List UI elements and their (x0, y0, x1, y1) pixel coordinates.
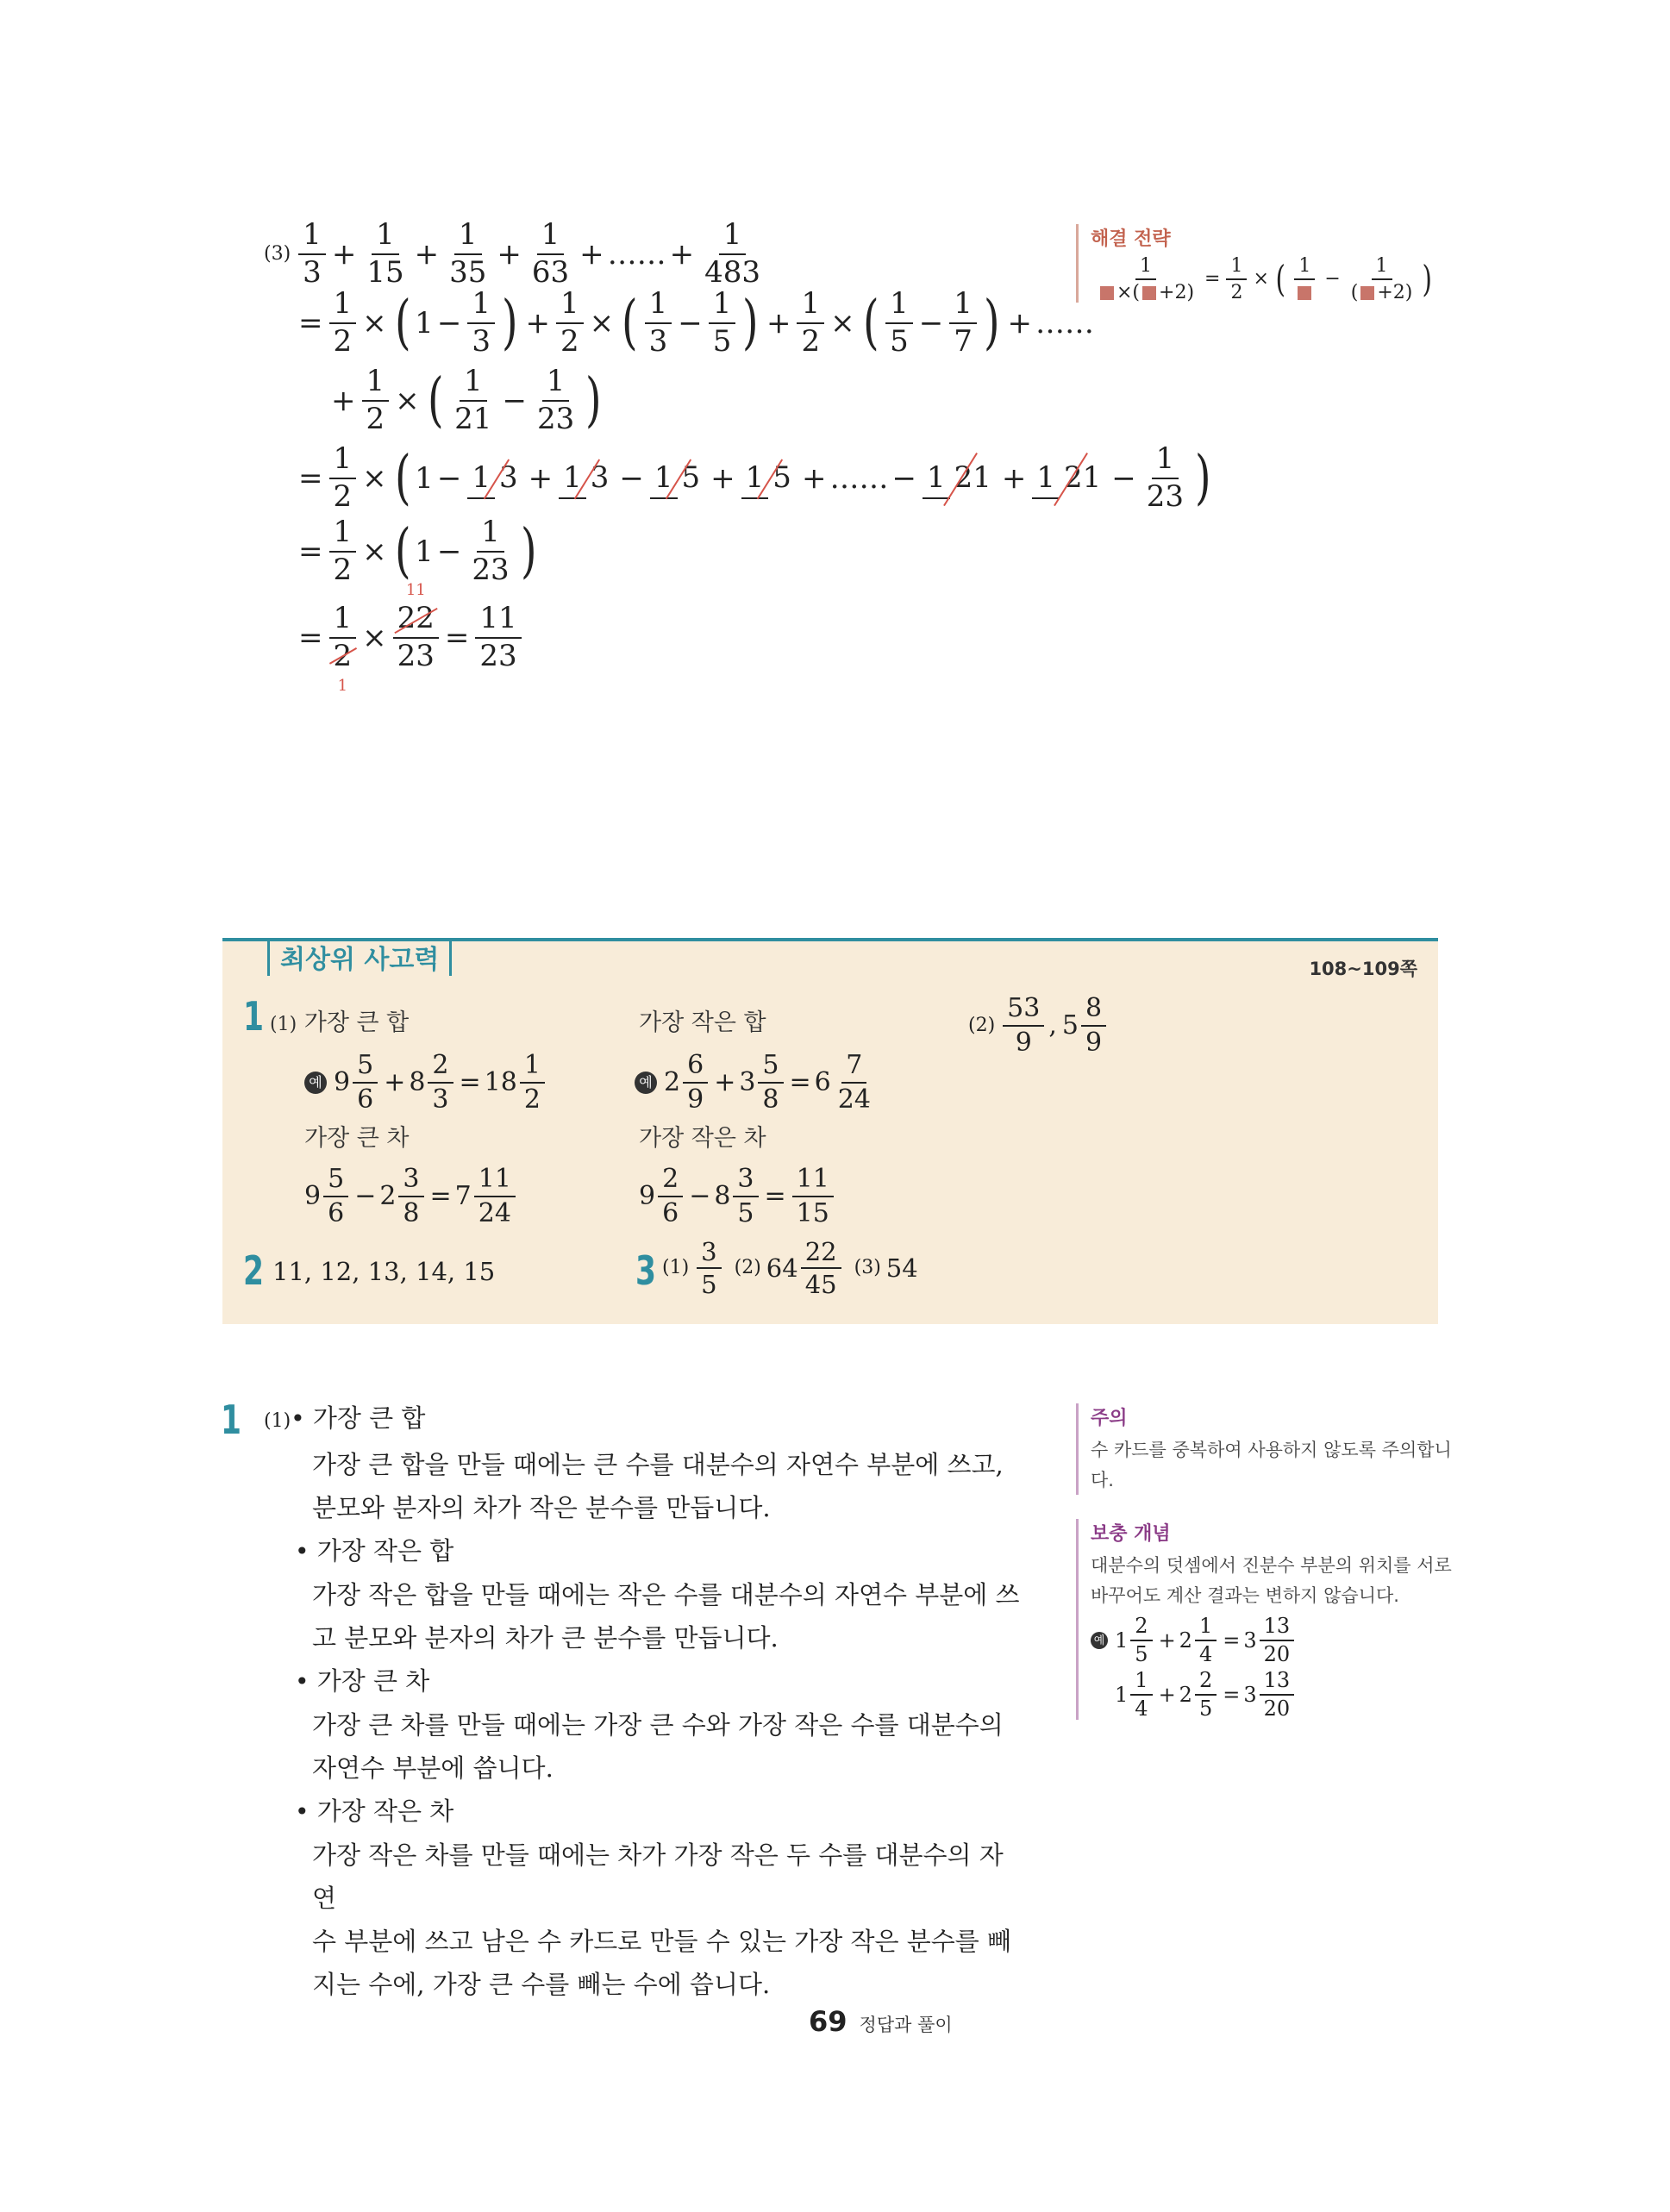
explanation-lines-1: 가장 작은 합을 만들 때에는 작은 수를 대분수의 자연수 부분에 쓰 고 분모와 분자의 차가 큰 분수를 만듭니다. (312, 1580, 1020, 1653)
page-footer-label: 정답과 풀이 (859, 2015, 953, 2035)
explanation-number: 1 (221, 1397, 242, 1443)
explanation-item-3: • 가장 작은 차 (295, 1796, 454, 1826)
q1-smallest-sum-label: 가장 작은 합 (639, 1009, 766, 1036)
q1-smallest-diff-expr: 9 $\frac{2}{6}$ − 8 $\frac{3}{5}$ = $\frac{11}{15}$ (639, 1165, 836, 1227)
q1-largest-sum-label: (1) 가장 큰 합 (270, 1009, 410, 1036)
problem3-line6: = 1 2 1 × 22 23 11 = $\frac{11}{23}$ (295, 603, 524, 672)
strategy-box (1076, 224, 1453, 303)
explanation-lines-0: 가장 큰 합을 만들 때에는 큰 수를 대분수의 자연수 부분에 쓰고, 분모와 분자의 차가 작은 분수를 만듭니다. (312, 1450, 1004, 1522)
q1-number: 1 (243, 993, 265, 1040)
q2-answer: 11, 12, 13, 14, 15 (272, 1257, 496, 1286)
q1-smallest-diff-label: 가장 작은 차 (639, 1125, 766, 1152)
page-range: 108~109쪽 (1309, 959, 1417, 979)
note-text: 수 카드를 중복하여 사용하지 않도록 주의합니다. (1091, 1440, 1452, 1490)
concept-title: 보충 개념 (1091, 1523, 1171, 1545)
q3-answer: (1) $\frac{3}{5}$ (2) 64 $\frac{22}{45}$ (3) 54 (662, 1237, 918, 1300)
concept-example-2: 1 $\frac{1}{4}$ + 2 $\frac{2}{5}$ = 3 $\frac{13}{20}$ (1091, 1670, 1453, 1720)
section-title-tab (267, 938, 452, 976)
concept-text: 대분수의 덧셈에서 진분수 부분의 위치를 서로 바꾸어도 계산 결과는 변하지 않습니다. (1091, 1555, 1452, 1606)
note-box (1076, 1403, 1453, 1495)
strategy-formula: $\frac{1}{\times( +2)}$ = $\frac{1}{2}$ × ( 1 − $\frac{1}{( +2)}$ ) (1091, 256, 1453, 303)
strategy-title: 해결 전략 (1091, 228, 1171, 250)
problem3-label: (3) (264, 242, 291, 265)
page-footer (809, 2005, 953, 2038)
q1-largest-diff-label: 가장 큰 차 (304, 1125, 410, 1152)
concept-box (1076, 1519, 1453, 1720)
q1-part2: (2) $\frac{53}{9}$ , 5 $\frac{8}{9}$ (968, 995, 1109, 1056)
q3-number: 3 (635, 1247, 657, 1294)
section-title: 최상위 사고력 (280, 945, 440, 975)
q1-largest-sum-expr: 예 9 $\frac{5}{6}$ + 8 $\frac{2}{3}$ = 18 $\frac{1}{2}$ (304, 1052, 547, 1113)
q1-largest-diff-expr: 9 $\frac{5}{6}$ − 2 $\frac{3}{8}$ = 7 $\frac{11}{24}$ (304, 1165, 518, 1227)
cancel-bottom: 1 (337, 677, 348, 696)
explanation-item-1: • 가장 작은 합 (295, 1536, 454, 1565)
q2-number: 2 (243, 1247, 265, 1294)
explanation-lines-3: 가장 작은 차를 만들 때에는 차가 가장 작은 두 수를 대분수의 자연 수 부분에 쓰고 남은 수 카드로 만들 수 있는 가장 작은 분수를 빼 지는 수에, 가장 큰 수를 빼는 수에 씁니다. (312, 1840, 1011, 1999)
explanation-item-0: (1)• 가장 큰 합 (264, 1403, 426, 1433)
problem3-line4: = $\frac{1}{2}$ × ( 1 − 1 3 + 1 3 − 1 5 + 1 5 + …… − 1 21 + 1 21 − $\frac{1}{23}$ ) (298, 441, 1211, 514)
problem3-line3: + $\frac{1}{2}$ × ( $\frac{1}{21}$ − $\frac{1}{23}$ ) (331, 364, 602, 436)
problem3-line1: (3) $\frac{1}{3}$ + $\frac{1}{15}$ + $\frac{1}{35}$ + $\frac{1}{63}$ + …… + $\frac{1}{483}$ (264, 217, 761, 290)
explanation-body (264, 1397, 1023, 2006)
problem3-line2: = $\frac{1}{2}$ × ( 1 − $\frac{1}{3}$ ) + $\frac{1}{2}$ × ( $\frac{1}{3}$ − $\frac{1}{5}$ ) + $\frac{1}{2}$ × ( $\frac{1}{5}$ − $\frac{1}{7}$ ) + …… (298, 286, 1094, 359)
page-number: 69 (809, 2005, 848, 2038)
problem3-line5: = $\frac{1}{2}$ × ( 1 − $\frac{1}{23}$ ) (298, 515, 537, 587)
answer-box (222, 938, 1438, 1324)
explanation-item-2: • 가장 큰 차 (295, 1666, 430, 1696)
cancel-top: 11 (405, 581, 426, 599)
q1-smallest-sum-expr: 예 2 $\frac{6}{9}$ + 3 $\frac{5}{8}$ = 6 $\frac{7}{24}$ (635, 1052, 878, 1113)
concept-example-1: 예 1 $\frac{2}{5}$ + 2 $\frac{1}{4}$ = 3 $\frac{13}{20}$ (1091, 1615, 1453, 1665)
explanation-lines-2: 가장 큰 차를 만들 때에는 가장 큰 수와 가장 작은 수를 대분수의 자연수 부분에 씁니다. (312, 1710, 1004, 1783)
note-title: 주의 (1091, 1408, 1128, 1429)
